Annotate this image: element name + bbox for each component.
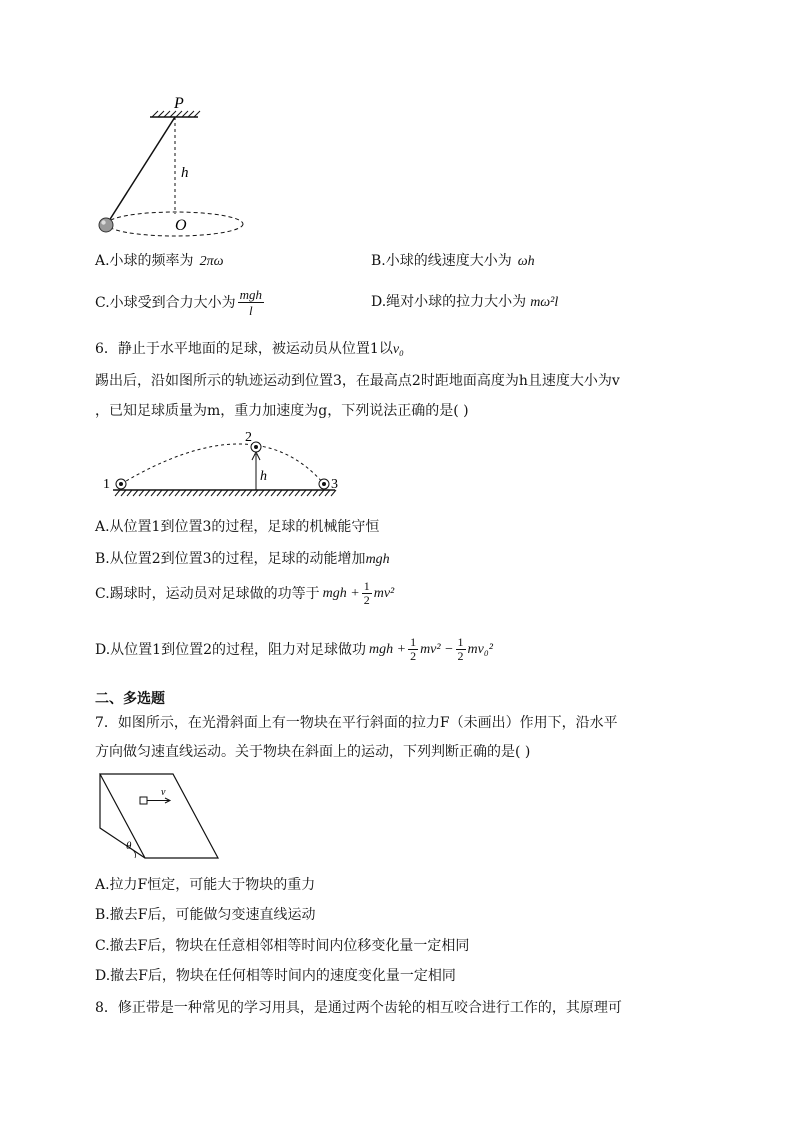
q5-option-a: A.小球的频率为 2πω — [95, 253, 224, 269]
q6-stem-line3: ，已知足球质量为m，重力加速度为g，下列说法正确的是( ) — [95, 403, 469, 419]
q7-stem-line1: 7．如图所示，在光滑斜面上有一物块在平行斜面的拉力F（未画出）作用下，沿水平 — [95, 715, 618, 731]
ball-position-3 — [319, 479, 329, 489]
label-theta: θ — [126, 840, 132, 852]
block — [140, 797, 147, 804]
incline-surface — [100, 774, 218, 858]
incline-figure — [95, 768, 225, 864]
q8-stem-line1: 8．修正带是一种常见的学习用具，是通过两个齿轮的相互咬合进行工作的，其原理可 — [95, 1000, 622, 1016]
fraction-one-half: $\frac{1}{2}$ — [410, 635, 417, 663]
q6-stem-line1: 6．静止于水平地面的足球，被运动员从位置1以v₀ — [95, 341, 404, 357]
fraction-one-half: $\frac{1}{2}$ — [457, 635, 464, 663]
label-h: h — [260, 469, 267, 484]
label-2: 2 — [245, 430, 252, 445]
section-title: 二、多选题 — [95, 691, 165, 707]
q6-option-d: D.从位置1到位置2的过程，阻力对足球做功 mgh + $\frac{1}{2}$ mv² − $\frac{1}{2}$ mv₀² — [95, 635, 493, 663]
trajectory-curve — [121, 444, 324, 484]
q5-option-b: B.小球的线速度大小为 ωh — [371, 253, 535, 269]
pendulum-string — [107, 117, 175, 224]
label-3: 3 — [331, 477, 338, 492]
label-P: P — [174, 95, 184, 112]
label-h: h — [181, 165, 189, 181]
q5-option-d: D.绳对小球的拉力大小为 mω²l — [371, 294, 559, 310]
fraction-one-half: $\frac{1}{2}$ — [363, 579, 370, 607]
q7-option-b: B.撤去F后，可能做匀变速直线运动 — [95, 907, 316, 923]
q6-option-c: C.踢球时，运动员对足球做的功等于 mgh + $\frac{1}{2}$ mv² — [95, 579, 395, 607]
football-trajectory-figure — [95, 428, 355, 498]
ball-position-1 — [116, 479, 126, 489]
label-O: O — [175, 217, 187, 234]
q5-option-c: C.小球受到合力大小为 $\frac{\text{mgh}}{l}$ — [95, 287, 263, 318]
conical-pendulum-figure — [90, 92, 250, 242]
q7-stem-line2: 方向做匀速直线运动。关于物块在斜面上的运动，下列判断正确的是( ) — [95, 744, 531, 760]
label-1: 1 — [103, 477, 110, 492]
q6-option-a: A.从位置1到位置3的过程，足球的机械能守恒 — [95, 519, 380, 535]
q6-option-b: B.从位置2到位置3的过程，足球的动能增加mgh — [95, 551, 390, 567]
q6-stem-line2: 踢出后，沿如图所示的轨迹运动到位置3，在最高点2时距地面高度为h且速度大小为v — [95, 373, 620, 389]
q7-option-d: D.撤去F后，物块在任何相等时间内的速度变化量一定相同 — [95, 968, 456, 984]
ball-position-2 — [251, 442, 261, 452]
pendulum-ball — [99, 218, 113, 232]
label-v: v — [161, 787, 166, 798]
q7-option-c: C.撤去F后，物块在任意相邻相等时间内位移变化量一定相同 — [95, 938, 470, 954]
q7-option-a: A.拉力F恒定，可能大于物块的重力 — [95, 877, 316, 893]
ground-hatch — [115, 490, 336, 496]
fraction-mgh-over-l: $\frac{\text{mgh}}{l}$ — [239, 287, 263, 318]
